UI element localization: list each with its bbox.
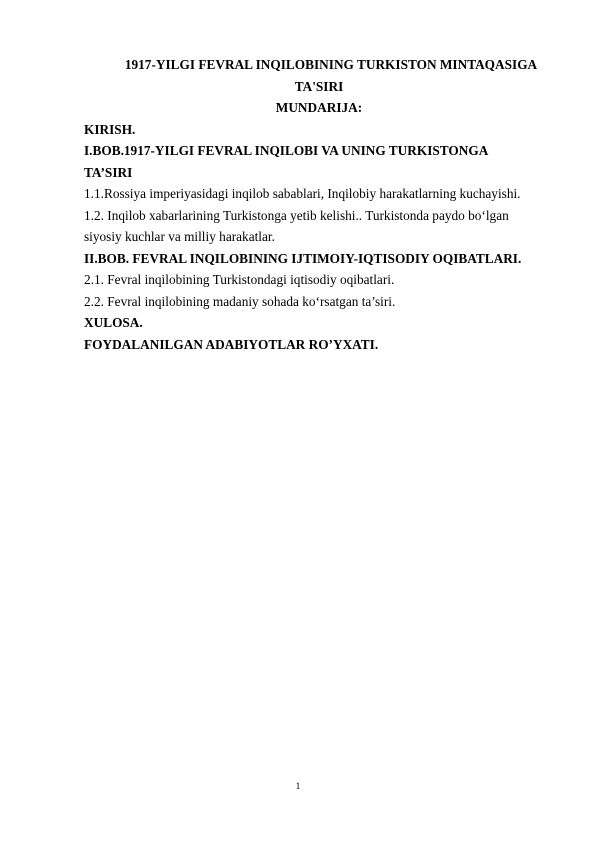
toc-entry-section-1-1: 1.1.Rossiya imperiyasidagi inqilob sabablari, Inqilobiy harakatlarning kuchayishi. (84, 186, 521, 201)
document-title-line-2: TA'SIRI (294, 78, 344, 94)
toc-entry-chapter-2-title: II.BOB. FEVRAL INQILOBINING IJTIMOIY-IQTISODIY OQIBATLARI. (84, 250, 522, 266)
document-body (84, 54, 554, 355)
toc-entry-conclusion: XULOSA. (84, 315, 143, 330)
toc-entry-section-2-1: 2.1. Fevral inqilobining Turkistondagi iqtisodiy oqibatlari. (84, 272, 395, 287)
toc-entry-section-1-2: 1.2. Inqilob xabarlarining Turkistonga yetib kelishi.. Turkistonda paydo bo‘lgan (84, 207, 509, 223)
toc-entry-introduction: KIRISH. (84, 121, 136, 137)
toc-entry-section-1-2-continued: siyosiy kuchlar va milliy harakatlar. (84, 229, 275, 244)
page-number: 1 (295, 782, 301, 792)
contents-heading: MUNDARIJA: (275, 100, 363, 115)
toc-entry-section-2-2: 2.2. Fevral inqilobining madaniy sohada ko‘rsatgan ta’siri. (84, 293, 396, 309)
document-title-line-1: 1917-YILGI FEVRAL INQILOBINING TURKISTON MINTAQASIGA (124, 57, 538, 72)
toc-entry-chapter-1-title: I.BOB.1917-YILGI FEVRAL INQILOBI VA UNING TURKISTONGA (84, 143, 489, 158)
toc-entry-chapter-1-title-continued: TA’SIRI (84, 164, 133, 180)
toc-entry-bibliography: FOYDALANILGAN ADABIYOTLAR RO’YXATI. (84, 336, 379, 352)
